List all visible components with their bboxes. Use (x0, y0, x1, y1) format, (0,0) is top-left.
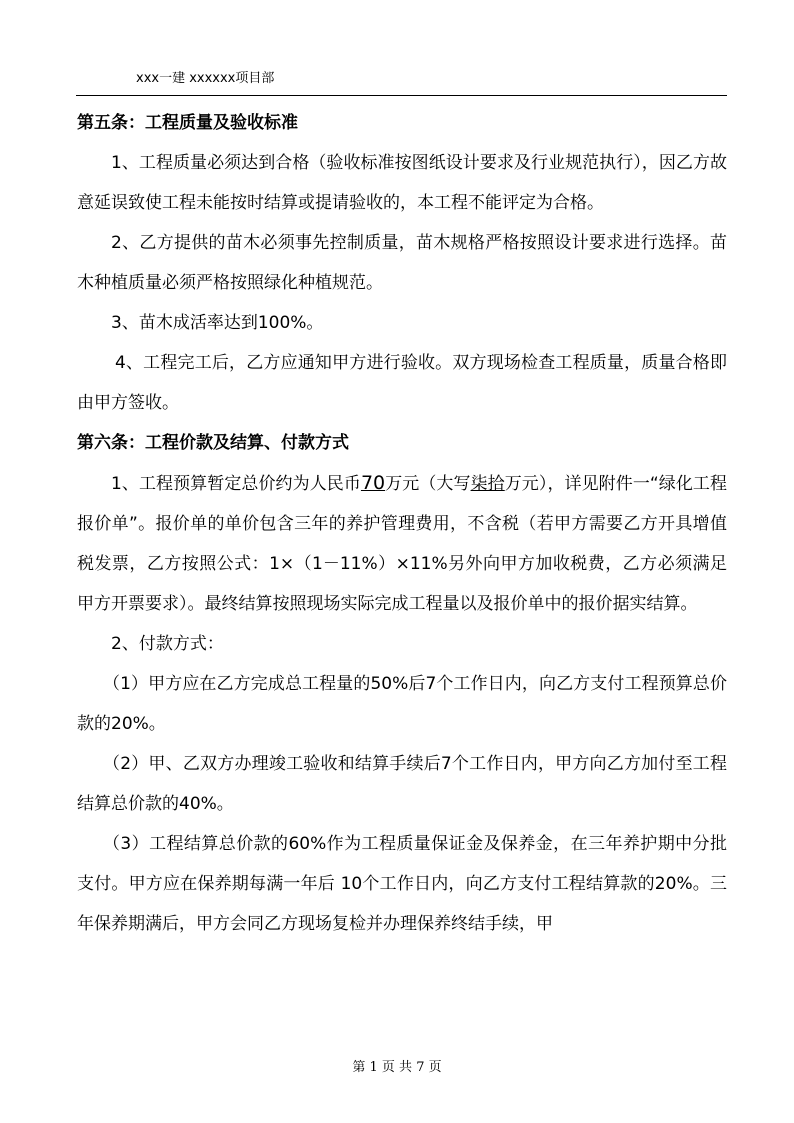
payment-term-1: （1）甲方应在乙方完成总工程量的50%后7个工作日内，向乙方支付工程预算总价款的20%。 (77, 674, 727, 734)
item-1-mid: 万元（大写 (385, 474, 471, 494)
section-5-item-3: 3、苗木成活率达到100%。 (111, 313, 324, 333)
budget-amount-chinese: 柒拾 (470, 474, 505, 494)
item-1-prefix: 1、工程预算暂定总价约为人民币 (111, 474, 361, 494)
document-body (77, 103, 727, 944)
section-5-item-4: 4、工程完工后，乙方应通知甲方进行验收。双方现场检查工程质量，质量合格即由甲方签收。 (77, 353, 727, 413)
section-5-item-2: 2、乙方提供的苗木必须事先控制质量，苗木规格严格按照设计要求进行选择。苗木种植质量必须严格按照绿化种植规范。 (77, 233, 727, 293)
page-header: xxx一建 xxxxxx项目部 (136, 71, 275, 86)
section-5-title: 第五条：工程质量及验收标准 (77, 113, 298, 133)
item-1-suffix: 万元），详见附件一“绿化工程报价单”。报价单的单价包含三年的养护管理费用，不含税（若甲方需要乙方开具增值税发票，乙方按照公式：1×（1－11%）×11%另外向甲方加收税费，乙方必须满足甲方开票要求）。最终结算按照现场实际完成工程量以及报价单中的报价据实结算。 (77, 474, 728, 614)
payment-method-title: 2、付款方式： (111, 634, 224, 654)
payment-term-2: （2）甲、乙双方办理竣工验收和结算手续后7个工作日内，甲方向乙方加付至工程结算总价款的40%。 (77, 754, 727, 814)
section-6-item-1 (77, 463, 727, 624)
budget-amount: 70 (360, 472, 386, 494)
header-divider (76, 95, 727, 96)
section-6-title: 第六条：工程价款及结算、付款方式 (77, 433, 349, 453)
section-5-item-1: 1、工程质量必须达到合格（验收标准按图纸设计要求及行业规范执行），因乙方故意延误致使工程未能按时结算或提请验收的，本工程不能评定为合格。 (77, 153, 727, 213)
payment-term-3: （3）工程结算总价款的60%作为工程质量保证金及保养金，在三年养护期中分批支付。甲方应在保养期每满一年后 10个工作日内，向乙方支付工程结算款的20%。三年保养期满后，甲方会同乙方现场复检并办理保养终结手续，甲 (77, 834, 727, 934)
page-footer: 第 1 页 共 7 页 (352, 1060, 442, 1075)
